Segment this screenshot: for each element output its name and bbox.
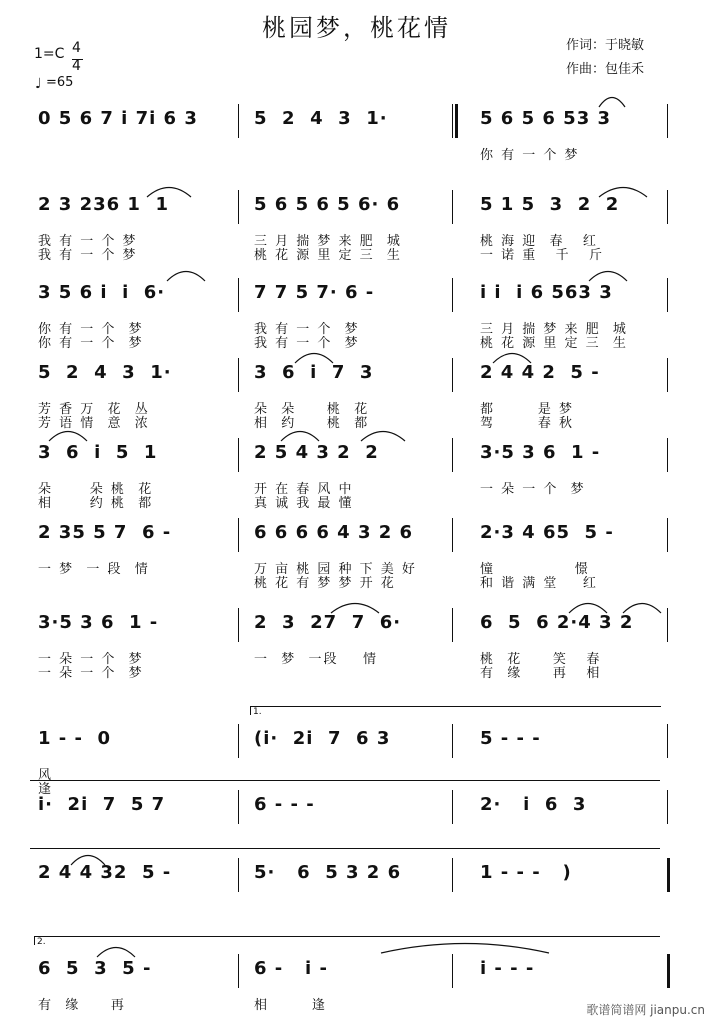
measure-notes: 2 3 27 7 6· — [254, 612, 402, 633]
lyric-line: 一 梦 一段 情 — [254, 652, 379, 667]
measure-notes: 7 7 5 7· 6 - — [254, 282, 375, 303]
slur-arc — [146, 184, 192, 198]
measure-notes: 3 5 6 i i 6· — [38, 282, 166, 303]
slur-arc — [360, 428, 406, 442]
lyric-line: 芳 香 万 花 丛 — [38, 402, 150, 417]
bar-line — [238, 190, 239, 224]
bar-line — [238, 954, 239, 988]
composer: 作曲：包佳禾 — [566, 62, 645, 77]
slur-arc — [70, 852, 106, 866]
bar-line — [667, 190, 668, 224]
slur-arc — [598, 94, 626, 108]
slur-arc — [166, 268, 206, 282]
lyric-line: 真 诚 我 最 懂 — [254, 496, 354, 511]
slur-arc — [588, 268, 628, 282]
lyric-line: 开 在 春 风 中 — [254, 482, 354, 497]
measure-notes: 5 2 4 3 1· — [254, 108, 388, 129]
score-row — [30, 438, 680, 518]
lyric-line: 相 逢 — [254, 998, 327, 1013]
score-row — [30, 278, 680, 358]
measure-notes: 0 5 6 7 i 7i 6 3 — [38, 108, 198, 129]
score-row — [30, 954, 680, 1034]
bar-line — [238, 104, 239, 138]
measure-notes: 6 - - - — [254, 794, 315, 815]
song-title: 桃园梦，桃花情 — [262, 14, 451, 42]
watermark: 歌谱简谱网 jianpu.cn — [586, 1003, 705, 1017]
lyric-line: 三 月 揣 梦 来 肥 城 — [254, 234, 402, 249]
measure-notes: 2·3 4 65 5 - — [480, 522, 614, 543]
lyric-line: 有 缘 再 — [38, 998, 126, 1013]
measure-notes: 3 6 i 5 1 — [38, 442, 158, 463]
score-row — [30, 858, 680, 938]
tempo-marking: =65 — [46, 75, 74, 90]
bar-line — [452, 954, 453, 988]
slur-arc — [622, 600, 662, 614]
slur-arc — [568, 600, 608, 614]
bar-line — [238, 438, 239, 472]
measure-notes: 2 3 236 1 1 — [38, 194, 170, 215]
lyric-line: 风 — [38, 768, 54, 783]
measure-notes: 5 6 5 6 5 6· 6 — [254, 194, 401, 215]
slur-arc — [330, 600, 380, 614]
lyric-line: 憧 憬 — [480, 562, 590, 577]
staff-separator — [30, 848, 660, 849]
bar-line — [238, 724, 239, 758]
ending-number: 1. — [253, 707, 262, 717]
measure-notes: 2 4 4 2 5 - — [480, 362, 600, 383]
measure-notes: i· 2i 7 5 7 — [38, 794, 166, 815]
bar-line — [452, 104, 453, 138]
bar-line — [667, 608, 668, 642]
slur-arc — [598, 184, 648, 198]
lyric-line: 朵 朵 桃 花 — [38, 482, 154, 497]
lyric-line: 一 朵 一 个 梦 — [38, 652, 144, 667]
measure-notes: 5 2 4 3 1· — [38, 362, 172, 383]
lyric-line: 我 有 一 个 梦 — [38, 234, 138, 249]
slur-arc — [280, 428, 320, 442]
slur-arc — [380, 940, 550, 954]
bar-line — [238, 858, 239, 892]
lyric-line: 都 是 梦 — [480, 402, 575, 417]
measure-notes: (i· 2i 7 6 3 — [254, 728, 391, 749]
slur-arc — [96, 944, 136, 958]
measure-notes: 1 - - - ) — [480, 862, 572, 883]
bar-line — [452, 190, 453, 224]
time-signature-top: 4 — [72, 40, 81, 56]
bar-line — [452, 858, 453, 892]
score-row — [30, 190, 680, 270]
bar-line — [667, 954, 670, 988]
lyric-line: 我 有 一 个 梦 — [254, 336, 360, 351]
measure-notes: 3·5 3 6 1 - — [480, 442, 601, 463]
lyric-line: 桃 花 源 里 定 三 生 — [254, 248, 402, 263]
bar-line — [452, 438, 453, 472]
score-row — [30, 104, 680, 184]
bar-line — [452, 608, 453, 642]
repeat-bar — [455, 104, 458, 138]
bar-line — [667, 438, 668, 472]
staff-separator — [30, 780, 660, 781]
measure-notes: 2 35 5 7 6 - — [38, 522, 172, 543]
slur-arc — [48, 428, 88, 442]
bar-line — [667, 358, 668, 392]
measure-notes: 5 1 5 3 2 2 — [480, 194, 620, 215]
bar-line — [238, 608, 239, 642]
bar-line — [452, 518, 453, 552]
measure-notes: 5· 6 5 3 2 6 — [254, 862, 402, 883]
ending-bracket — [250, 706, 661, 715]
lyric-line: 我 有 一 个 梦 — [254, 322, 360, 337]
ending-number: 2. — [37, 937, 46, 947]
lyric-line: 你 有 一 个 梦 — [38, 336, 144, 351]
bar-line — [452, 790, 453, 824]
measure-notes: 6 5 6 2·4 3 2 — [480, 612, 634, 633]
lyric-line: 一 朵 一 个 梦 — [38, 666, 144, 681]
bar-line — [667, 724, 668, 758]
lyric-line: 相 约 桃 都 — [38, 496, 154, 511]
lyric-line: 桃 花 笑 春 — [480, 652, 602, 667]
lyric-line: 三 月 揣 梦 来 肥 城 — [480, 322, 628, 337]
bar-line — [452, 724, 453, 758]
bar-line — [452, 278, 453, 312]
lyric-line: 一 朵 一 个 梦 — [480, 482, 586, 497]
lyric-line: 万 亩 桃 园 种 下 美 好 — [254, 562, 417, 577]
measure-notes: 3·5 3 6 1 - — [38, 612, 159, 633]
measure-notes: i i i 6 563 3 — [480, 282, 613, 303]
bar-line — [452, 358, 453, 392]
measure-notes: 1 - - 0 — [38, 728, 112, 749]
bar-line — [667, 790, 668, 824]
score-row — [30, 518, 680, 598]
measure-notes: 2 5 4 3 2 2 — [254, 442, 379, 463]
quarter-note-icon: ♩ — [35, 76, 42, 92]
bar-line — [238, 790, 239, 824]
bar-line — [667, 858, 670, 892]
lyricist: 作词：于晓敏 — [566, 38, 645, 53]
bar-line — [238, 358, 239, 392]
measure-notes: 2 4 4 32 5 - — [38, 862, 172, 883]
measure-notes: 5 - - - — [480, 728, 541, 749]
lyric-line: 你 有 一 个 梦 — [480, 148, 580, 163]
lyric-line: 和 谐 满 堂 红 — [480, 576, 598, 591]
bar-line — [238, 278, 239, 312]
lyric-line: 桃 花 有 梦 梦 开 花 — [254, 576, 396, 591]
lyric-line: 驾 春 秋 — [480, 416, 575, 431]
measure-notes: 6 6 6 6 4 3 2 6 — [254, 522, 414, 543]
bar-line — [667, 104, 668, 138]
measure-notes: 5 6 5 6 53 3 — [480, 108, 612, 129]
slur-arc — [492, 350, 532, 364]
lyric-line: 逢 — [38, 782, 54, 797]
lyric-line: 桃 花 源 里 定 三 生 — [480, 336, 628, 351]
lyric-line: 一 梦 一 段 情 — [38, 562, 150, 577]
score-row — [30, 608, 680, 688]
key-signature: 1=C — [34, 46, 65, 62]
measure-notes: 6 5 3 5 - — [38, 958, 152, 979]
bar-line — [667, 278, 668, 312]
lyric-line: 相 约 桃 都 — [254, 416, 370, 431]
lyric-line: 一 诺 重 千 斤 — [480, 248, 605, 263]
lyric-line: 桃 海 迎 春 红 — [480, 234, 598, 249]
time-signature-bottom: 4 — [72, 58, 81, 74]
measure-notes: 2· i 6 3 — [480, 794, 587, 815]
bar-line — [238, 518, 239, 552]
measure-notes: 3 6 i 7 3 — [254, 362, 374, 383]
lyric-line: 有 缘 再 相 — [480, 666, 602, 681]
lyric-line: 你 有 一 个 梦 — [38, 322, 144, 337]
lyric-line: 芳 语 情 意 浓 — [38, 416, 150, 431]
lyric-line: 朵 朵 桃 花 — [254, 402, 370, 417]
score-row — [30, 358, 680, 438]
lyric-line: 我 有 一 个 梦 — [38, 248, 138, 263]
measure-notes: 6 - i - — [254, 958, 328, 979]
measure-notes: i - - - — [480, 958, 535, 979]
bar-line — [667, 518, 668, 552]
slur-arc — [294, 350, 334, 364]
